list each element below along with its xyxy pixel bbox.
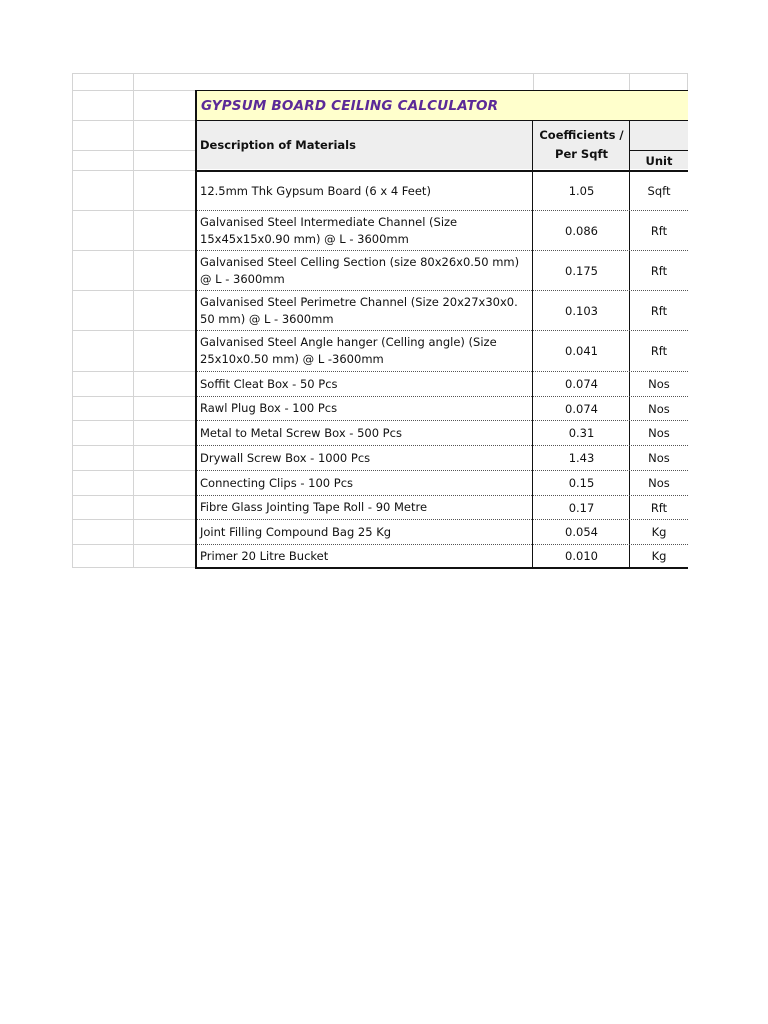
row-unit: Nos (648, 377, 670, 391)
gridline (72, 210, 197, 211)
row-coefficient: 0.175 (565, 263, 598, 278)
row-coefficient: 0.074 (565, 377, 598, 391)
gridline (72, 120, 197, 121)
header-description: Description of Materials (200, 137, 356, 152)
row-unit: Nos (648, 451, 670, 465)
row-unit: Nos (648, 401, 670, 416)
gridline (72, 170, 197, 171)
gridline (72, 250, 197, 251)
gridline (72, 371, 197, 372)
row-unit: Rft (650, 223, 668, 238)
row-coefficient: 1.05 (568, 184, 595, 198)
sheet-title: GYPSUM BOARD CEILING CALCULATOR (197, 91, 688, 120)
header-unit: Unit (645, 154, 673, 168)
row-description: Galvanised Steel Perimetre Channel (Size 20x27x30x0. 50 mm) @ L - 3600mm (200, 294, 518, 326)
row-description: Metal to Metal Screw Box - 500 Pcs (200, 425, 402, 440)
row-unit: Nos (648, 476, 670, 490)
gridline (72, 567, 197, 568)
row-description: Rawl Plug Box - 100 Pcs (200, 401, 338, 415)
row-unit: Nos (648, 426, 670, 440)
gridline (72, 73, 688, 74)
gridline (72, 330, 197, 331)
gridline (72, 470, 197, 471)
row-unit: Rft (650, 500, 668, 515)
gridline (72, 150, 197, 151)
gridline (133, 73, 134, 568)
row-coefficient: 0.31 (568, 426, 595, 440)
row-coefficient: 0.041 (565, 344, 598, 358)
table-border (196, 120, 688, 121)
row-coefficient: 0.103 (565, 303, 598, 318)
row-unit: Kg (651, 549, 667, 563)
gridline (533, 73, 534, 90)
gridline (72, 495, 197, 496)
table-border (196, 90, 688, 91)
row-unit: Kg (651, 525, 667, 539)
row-unit: Rft (650, 263, 668, 278)
gridline (72, 544, 197, 545)
row-description: Connecting Clips - 100 Pcs (200, 475, 354, 490)
row-description: Joint Filling Compound Bag 25 Kg (200, 524, 392, 539)
row-coefficient: 0.086 (565, 223, 598, 238)
row-coefficient: 1.43 (568, 451, 595, 465)
gridline (629, 73, 630, 90)
row-coefficient: 0.15 (568, 476, 595, 490)
row-unit: Rft (650, 303, 668, 318)
gridline (72, 396, 197, 397)
row-description: Primer 20 Litre Bucket (200, 548, 329, 563)
row-coefficient: 0.054 (565, 525, 598, 539)
gridline (72, 290, 197, 291)
table-border (532, 120, 533, 569)
gridline (72, 519, 197, 520)
gridline (72, 445, 197, 446)
table-border (629, 150, 688, 151)
row-description: Drywall Screw Box - 1000 Pcs (200, 450, 371, 465)
row-description: Galvanised Steel Intermediate Channel (Size 15x45x15x0.90 mm) @ L - 3600mm (200, 214, 458, 246)
row-unit: Sqft (647, 184, 671, 198)
gridline (687, 73, 688, 90)
row-coefficient: 0.074 (565, 401, 598, 416)
gridline (72, 420, 197, 421)
row-description: Galvanised Steel Celling Section (size 80x26x0.50 mm) @ L - 3600mm (200, 254, 520, 286)
row-description: Fibre Glass Jointing Tape Roll - 90 Metre (200, 500, 428, 514)
row-description: Soffit Cleat Box - 50 Pcs (200, 376, 338, 391)
row-unit: Rft (650, 344, 668, 358)
header-coefficients: Coefficients / Per Sqft (539, 128, 624, 161)
row-coefficient: 0.010 (565, 549, 598, 563)
gridline (72, 73, 73, 568)
row-description: 12.5mm Thk Gypsum Board (6 x 4 Feet) (200, 183, 431, 198)
table-border (196, 567, 688, 569)
row-description: Galvanised Steel Angle hanger (Celling angle) (Size 25x10x0.50 mm) @ L -3600mm (200, 335, 497, 366)
row-coefficient: 0.17 (568, 500, 595, 515)
